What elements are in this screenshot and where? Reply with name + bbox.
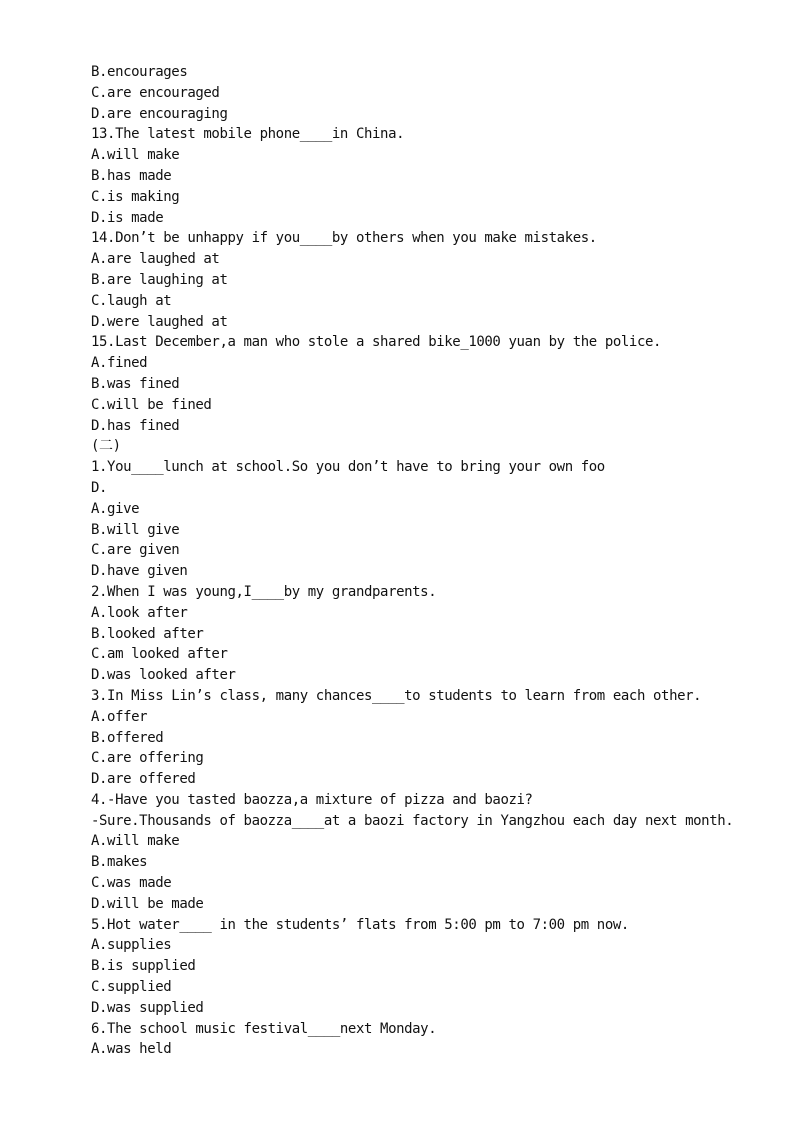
option-line: C.will be fined: [91, 396, 212, 413]
option-line: D.are offered: [91, 771, 196, 788]
option-line: C.was made: [91, 875, 172, 892]
question-line: 13.The latest mobile phone____in China.: [91, 126, 405, 143]
option-line: B.will give: [91, 521, 180, 538]
question-line: 4.-Have you tasted baozza,a mixture of pizza and baozi?: [91, 791, 533, 808]
option-line: C.supplied: [91, 979, 172, 996]
option-line: C.am looked after: [91, 646, 228, 663]
option-line: B.offered: [91, 729, 164, 746]
option-line: C.are given: [91, 542, 180, 559]
option-line: D.was supplied: [91, 999, 204, 1016]
option-line: B.are laughing at: [91, 271, 228, 288]
option-line: C.laugh at: [91, 292, 172, 309]
question-line-continuation: D.: [91, 479, 108, 496]
option-line: B.looked after: [91, 625, 204, 642]
option-line: D.is made: [91, 209, 164, 226]
option-line: D.was looked after: [91, 667, 236, 684]
option-line: A.give: [91, 500, 140, 517]
option-line: A.look after: [91, 604, 188, 621]
option-line: B.encourages: [91, 64, 188, 80]
option-line: A.offer: [91, 708, 148, 725]
document-body: [91, 62, 771, 1060]
question-line: 1.You____lunch at school.So you don’t have to bring your own foo: [91, 459, 605, 476]
option-line: B.is supplied: [91, 958, 196, 975]
option-line: A.supplies: [91, 937, 172, 954]
option-line: B.has made: [91, 167, 172, 184]
section-heading: (二): [91, 438, 121, 455]
option-line: D.are encouraging: [91, 105, 228, 122]
question-line: 3.In Miss Lin’s class, many chances____to students to learn from each other.: [91, 687, 702, 704]
option-line: A.will make: [91, 833, 180, 850]
option-line: B.makes: [91, 854, 148, 871]
question-line: 15.Last December,a man who stole a shared bike_1000 yuan by the police.: [91, 334, 662, 351]
option-line: C.are offering: [91, 750, 204, 767]
option-line: B.was fined: [91, 375, 180, 392]
option-line: A.are laughed at: [91, 251, 220, 268]
option-line: C.are encouraged: [91, 84, 220, 101]
question-line: 6.The school music festival____next Monday.: [91, 1020, 437, 1037]
option-line: A.fined: [91, 355, 148, 372]
question-line: 2.When I was young,I____by my grandparents.: [91, 583, 437, 600]
option-line: D.were laughed at: [91, 313, 228, 330]
option-line: A.will make: [91, 147, 180, 164]
option-line: A.was held: [91, 1041, 172, 1058]
option-line: C.is making: [91, 188, 180, 205]
question-line: 14.Don’t be unhappy if you____by others when you make mistakes.: [91, 230, 597, 247]
option-line: D.have given: [91, 563, 188, 580]
question-line: 5.Hot water____ in the students’ flats from 5:00 pm to 7:00 pm now.: [91, 916, 629, 933]
option-line: D.will be made: [91, 895, 204, 912]
question-line: -Sure.Thousands of baozza____at a baozi factory in Yangzhou each day next month.: [91, 812, 734, 829]
option-line: D.has fined: [91, 417, 180, 434]
